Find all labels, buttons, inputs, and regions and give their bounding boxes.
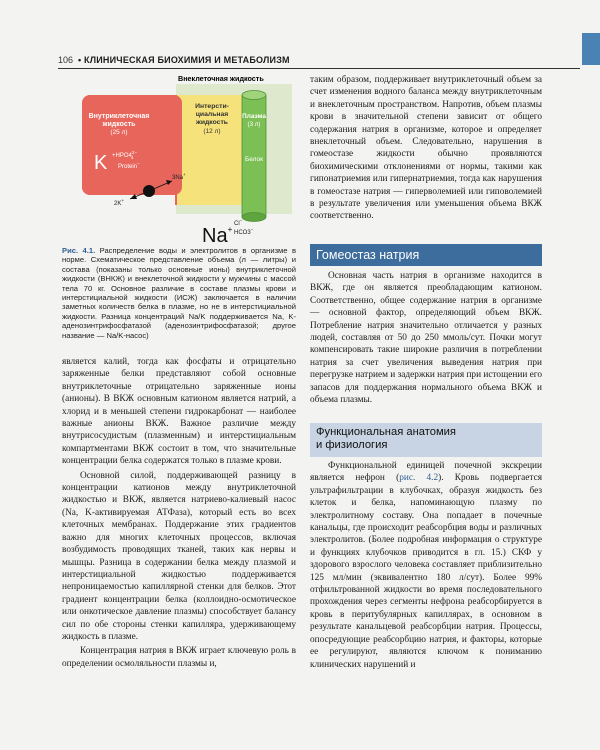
figure-4-1	[62, 73, 296, 247]
k-ion-label: K	[94, 152, 108, 174]
protein-label: Белок	[245, 156, 263, 163]
isf-title: Интерсти-циальная жидкость	[195, 103, 229, 126]
na-ion-label: Na+	[202, 225, 233, 247]
k2-label: 2K+	[114, 198, 124, 207]
figure-link[interactable]: рис. 4.2	[399, 473, 439, 484]
section-heading-sodium-homeostasis: Гомеостаз натрия	[310, 244, 542, 266]
paragraph: Основной силой, поддерживающей разницу в концентрации катионов между внутриклеточной жидкостью и ВКЖ, является натриево-калиевый насос (Na, K-активируемая АТФаза), который есть во всех клеточных мембранах. Поддержание этих градиентов важно для многих клеточных процессов, включая возбудимость проводящих тканей, таких как нервы и мышцы. Разница в содержании белка между плазмой и интерстициальной жидкостью поддерживается непроницаемостью капиллярной стенки для белков. Этот градиент концентрации белка (коллоидно-осмотическое или онкотическое давление плазмы) способствует балансу сил по обе стороны стенки капилляра, удерживающему жидкость в плазме.	[62, 470, 296, 642]
na3-label: 3Na+	[172, 172, 186, 181]
cl-label: Cl−	[234, 218, 243, 227]
caption-label: Рис. 4.1.	[62, 246, 96, 255]
section-functional-anatomy-text	[310, 460, 542, 671]
icf-title: Внутриклеточная жидкость	[88, 113, 150, 128]
icf-volume: (25 л)	[110, 129, 128, 136]
plasma-volume: (3 л)	[247, 121, 261, 128]
ecf-label: Внеклеточная жидкость	[178, 74, 264, 83]
protein-ion-label: Protein−	[118, 161, 140, 170]
right-column-continuation	[310, 74, 542, 223]
paragraph: таким образом, поддерживает внутриклеточный объем за счет изменения водного баланса между внутриклеточным и внеклеточным пространством. Напротив, объем плазмы крови в значительной степени зависит от общего содержания натрия в организме, которое и определяет внеклеточный объем. Следовательно, нарушения в гомеостазе жидкости обычно проявляются биохимическими отклонениями от нормы, такими как гипонатриемия или гипернатриемия, тогда как нарушения в гомеостазе натрия — гиперволемией или гиповолемией в результате увеличения или уменьшения объема ВКЖ соответственно.	[310, 75, 542, 222]
paragraph: Функциональной единицей почечной экскреции является нефрон (рис. 4.2). Кровь подвергается ультрафильтрации в клубочках, образуя жидкость без клеток и белка, напоминающую плазму по электролитному составу. Она попадает в почечные канальцы, где происходит реабсорбция воды и различных электролитов. (Более подробная информация о структуре и функциях клубочков приводится в гл. 15.) СКФ у здорового взрослого человека составляет приблизительно 125 мл/мин (эквивалентно 180 л/сут). Более 99% отфильтрованной жидкости во время последовательного прохождения через сегменты нефрона реабсорбируется в кровь в перитубулярных капиллярах, в основном в результате канальцевой реабсорбции натрия. Процессы, опосредующие реабсорбцию натрия, и факторы, которые ее регулируют, являются ключом к пониманию клинических нарушений и	[310, 461, 542, 670]
left-column-text	[62, 356, 296, 670]
section-heading-functional-anatomy	[310, 423, 542, 457]
isf-volume: (12 л)	[203, 128, 221, 135]
paragraph: является калий, тогда как фосфаты и отрицательно заряженные белки представляют собой основные внутриклеточные отрицательно заряженные ионы (анионы). В ВКЖ основным катионом является натрий, а хлорид и в меньшей степени гидрокарбонат — наиболее важные анионы ВКЖ. Важное различие между внутрисосудистым (плазменным) и интерстициальным компартментами ВКЖ состоит в том, что значительные концентрации белка содержатся только в плазме крови.	[62, 357, 296, 467]
paragraph: Основная часть натрия в организме находится в ВКЖ, где он является преобладающим катионом. Соответственно, общее содержание натрия в организме — основной фактор, определяющий объем ВКЖ. Потребление натрия значительно отличается у разных людей, составляя от 50 до 250 ммоль/сут. Почки могут компенсировать такие широкие различия в потреблении натрия за счет увеличения выведения натрия при перегрузке натрием и задержки натрия при истощении его запасов для поддержания нормального объема ВКЖ и объема плазмы.	[310, 271, 542, 406]
paragraph: Концентрация натрия в ВКЖ играет ключевую роль в определении осмоляльности плазмы и,	[62, 646, 296, 669]
hco3-label: HCO3−	[234, 227, 254, 236]
page-number: 106	[58, 55, 74, 65]
heading-line: и физиология	[316, 439, 388, 451]
hpo4-label: $+HPO4^{2-}$ 4	[112, 150, 137, 160]
heading-line: Функциональная анатомия	[316, 426, 456, 438]
caption-text: Распределение воды и электролитов в организме в норме. Схематическое представление объема (л — литры) и состава (показаны только основные ионы) внутриклеточной жидкости (ВНКЖ) и внеклеточной жидкости у мужчины с массой тела 70 кг. Основное различие в составе плазмы крови и интерстициальной жидкости (ИСЖ) заключается в наличии заметных количеств белка в плазме, но не в интерстициальной жидкости. Разница концентраций Na/K поддерживается Na, K-аденозинтрифосфатазой (аденозинтрифосфатазой; другое название — Na/K-насос)	[62, 246, 296, 340]
figure-caption	[62, 246, 296, 340]
running-header	[58, 53, 580, 69]
fluid-compartments-diagram	[62, 73, 296, 247]
running-title: • КЛИНИЧЕСКАЯ БИОХИМИЯ И МЕТАБОЛИЗМ	[78, 55, 290, 65]
plasma-title: Плазма	[242, 113, 266, 120]
chapter-tab	[582, 33, 600, 65]
section-sodium-homeostasis-text	[310, 270, 542, 406]
